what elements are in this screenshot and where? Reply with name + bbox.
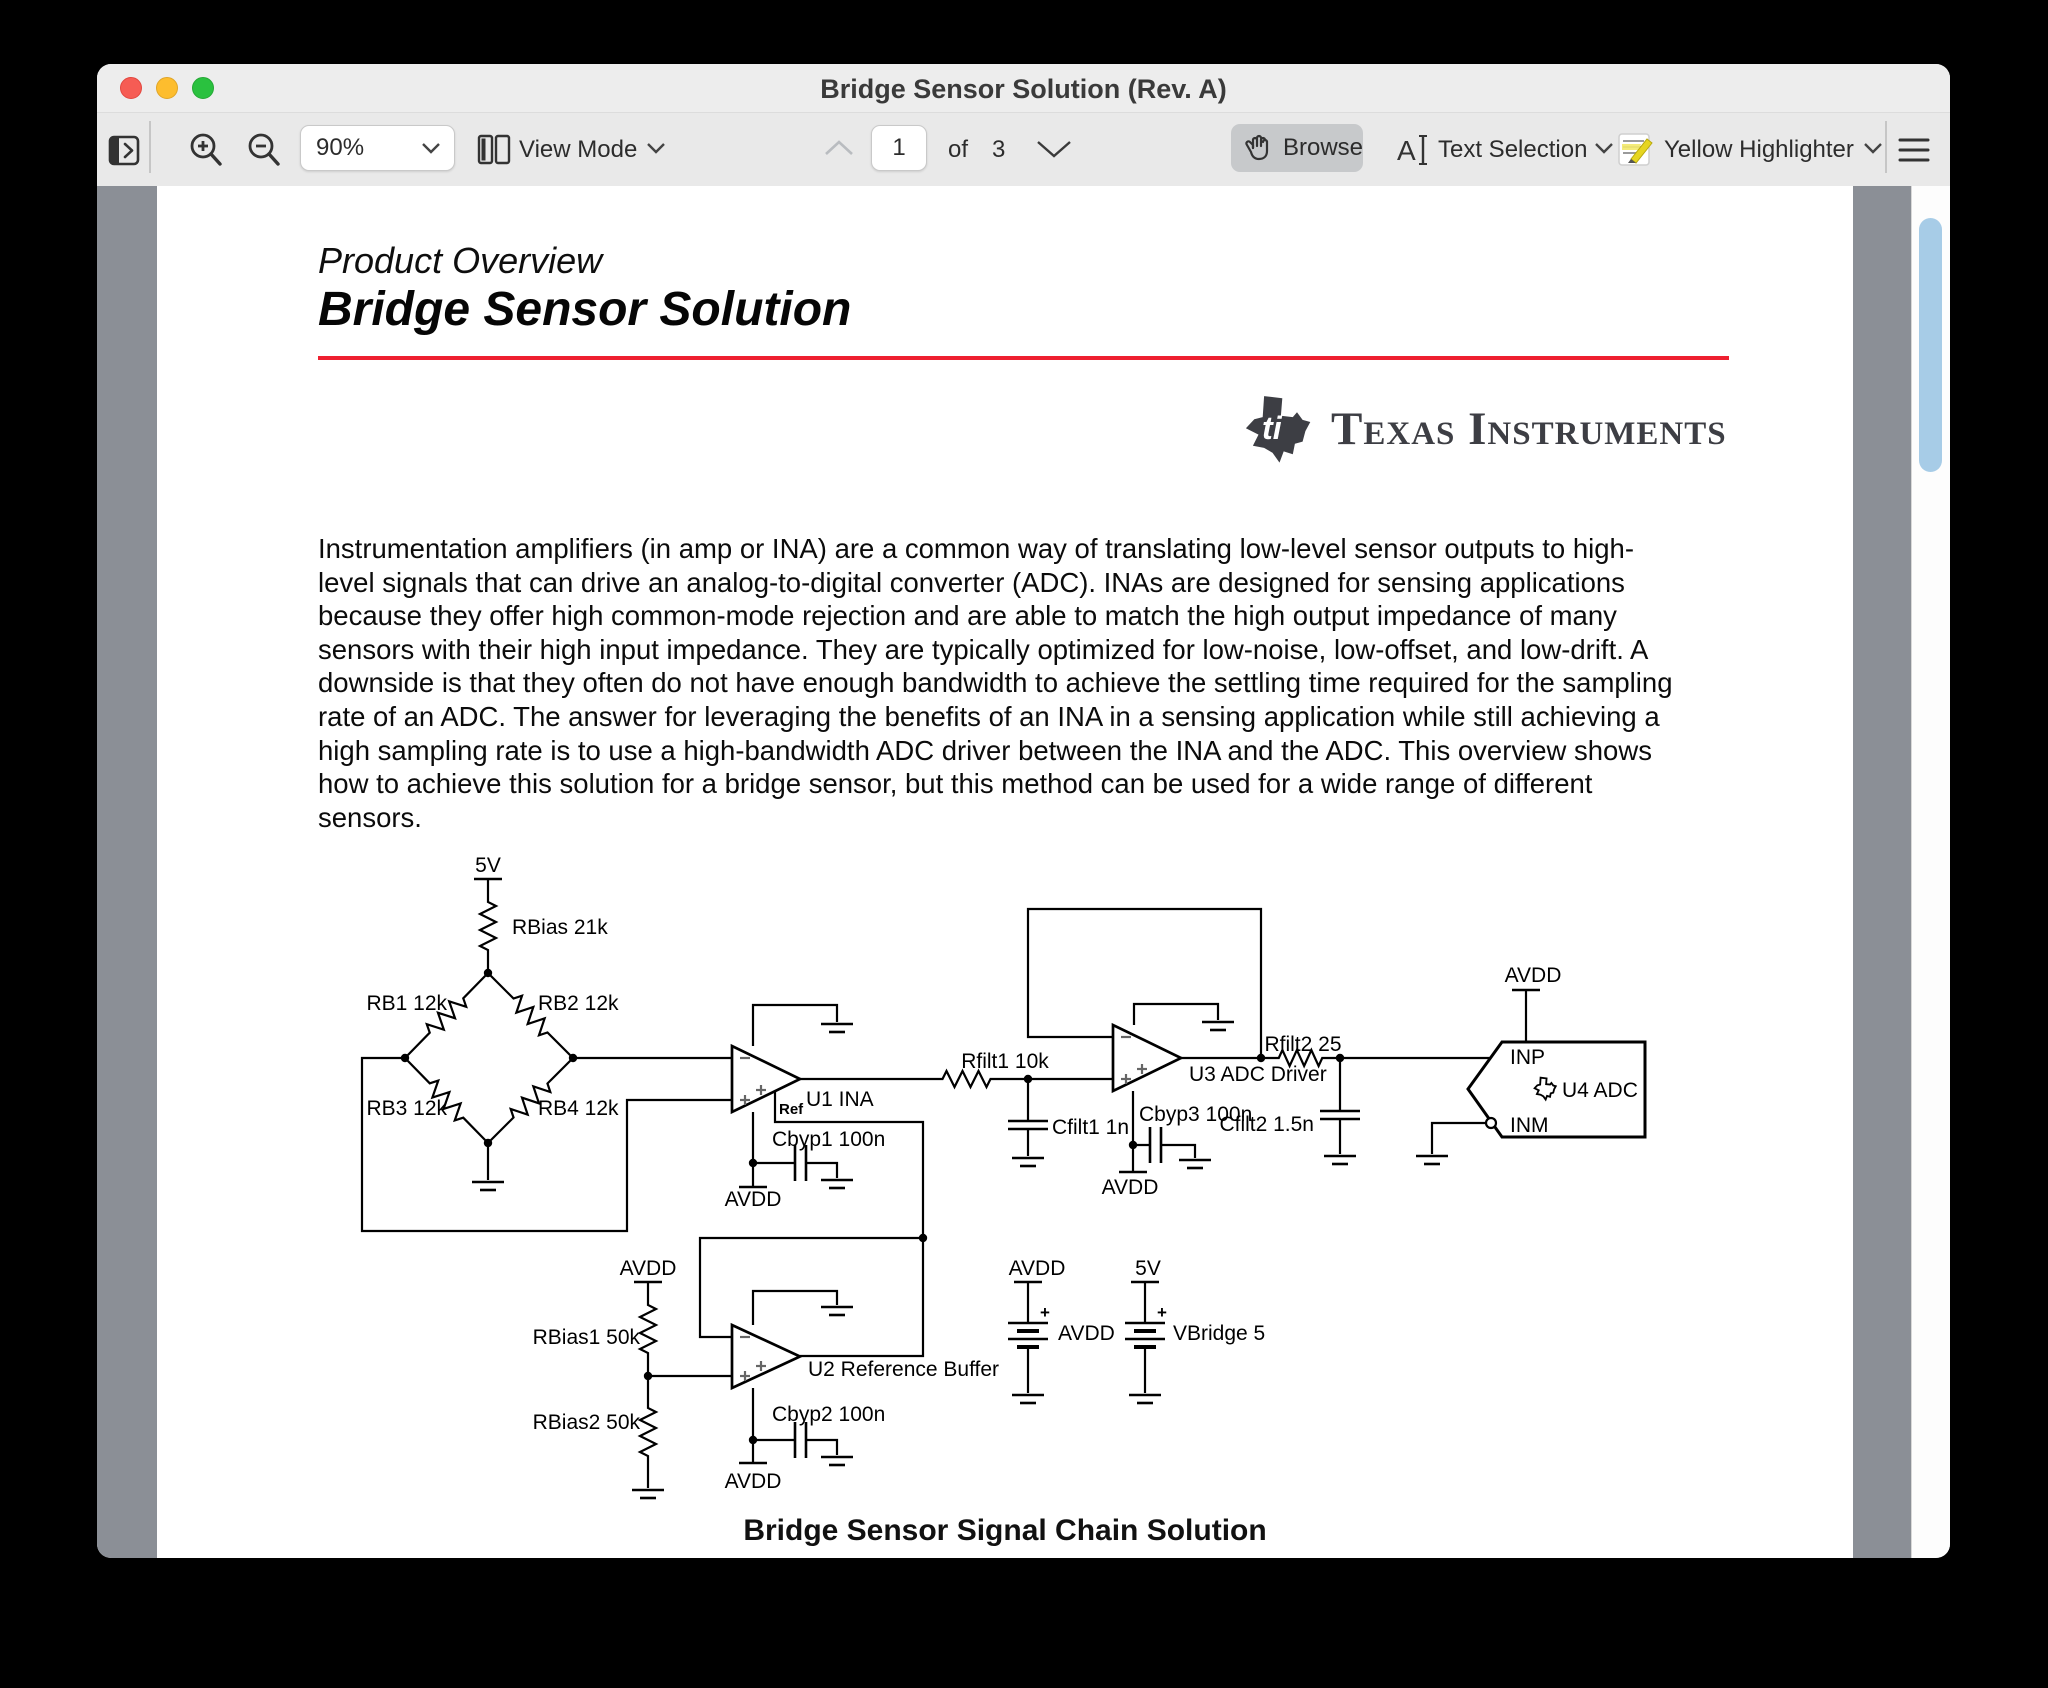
paragraph-line: level signals that can drive an analog-to-digital converter (ADC). INAs are designed for sensing applications (318, 566, 1625, 598)
svg-text:AVDD: AVDD (1101, 1176, 1159, 1199)
sidebar-icon (106, 130, 142, 170)
svg-text:INP: INP (1510, 1046, 1546, 1069)
svg-text:AVDD: AVDD (724, 1470, 782, 1493)
svg-text:RBias1 50k: RBias1 50k (532, 1326, 640, 1349)
toolbar-separator (1885, 121, 1887, 173)
scrollbar-thumb[interactable] (1919, 218, 1942, 472)
paragraph-line: how to achieve this solution for a bridge sensor, but this method can be used for a wide range of different (318, 768, 1593, 800)
view-mode-button[interactable] (475, 131, 513, 169)
svg-text:+: + (1040, 1303, 1050, 1322)
svg-text:RB3 12k: RB3 12k (366, 1097, 447, 1120)
doc-title: Bridge Sensor Solution (318, 283, 852, 336)
zoom-out-icon (245, 130, 283, 170)
ti-brand (1235, 394, 1727, 464)
view-mode-icon (476, 132, 512, 168)
zoom-level-select[interactable] (300, 125, 455, 171)
svg-text:AVDD: AVDD (1008, 1257, 1066, 1280)
svg-text:Rfilt1 10k: Rfilt1 10k (961, 1050, 1049, 1073)
svg-text:ti: ti (1262, 409, 1282, 446)
svg-text:U1 INA: U1 INA (806, 1088, 874, 1111)
paragraph-line: sensors with their high input impedance. They are typically optimized for low-noise, low-offset, and low-drift. A (318, 633, 1649, 665)
svg-text:5V: 5V (1135, 1257, 1161, 1280)
svg-text:INM: INM (1510, 1114, 1549, 1137)
svg-text:RBias 21k: RBias 21k (512, 916, 608, 939)
next-page-button[interactable] (1035, 139, 1073, 159)
svg-text:AVDD: AVDD (724, 1188, 782, 1211)
svg-text:Cfilt1 1n: Cfilt1 1n (1052, 1116, 1130, 1139)
doc-eyebrow: Product Overview (318, 240, 603, 281)
paragraph-line: downside is that they often do not have enough bandwidth to achieve the settling time required for the sampling (318, 667, 1673, 699)
title-rule (318, 356, 1729, 360)
zoom-out-button[interactable] (243, 129, 285, 171)
svg-text:+: + (1157, 1303, 1167, 1322)
browse-label: Browse (1283, 134, 1364, 161)
browse-tool-button[interactable] (1231, 124, 1363, 172)
paragraph-line: rate of an ADC. The answer for leveraging the benefits of an INA in a sensing application while still achieving a (318, 700, 1660, 732)
highlighter-label[interactable]: Yellow Highlighter (1664, 136, 1854, 163)
pdf-page (157, 186, 1853, 1558)
svg-text:Ref: Ref (779, 1101, 804, 1118)
svg-text:AVDD: AVDD (1058, 1322, 1115, 1345)
menu-button[interactable] (1895, 131, 1933, 169)
svg-text:U4 ADC: U4 ADC (1562, 1079, 1638, 1102)
toolbar-separator (149, 121, 151, 173)
svg-text:RBias2 50k: RBias2 50k (532, 1411, 640, 1434)
ti-logo-icon (1235, 394, 1317, 464)
svg-text:U3 ADC Driver: U3 ADC Driver (1189, 1063, 1327, 1086)
sidebar-toggle-button[interactable] (105, 129, 143, 171)
svg-text:VBridge 5: VBridge 5 (1173, 1322, 1266, 1345)
zoom-level-value: 90% (316, 134, 365, 161)
paragraph-line: sensors. (318, 801, 422, 833)
text-selection-icon[interactable] (1395, 131, 1431, 169)
scrollbar[interactable] (1911, 186, 1950, 1558)
hand-icon (1245, 133, 1273, 163)
window-title: Bridge Sensor Solution (Rev. A) (820, 74, 1227, 104)
svg-text:AVDD: AVDD (1504, 964, 1562, 987)
svg-text:U2 Reference Buffer: U2 Reference Buffer (808, 1358, 1000, 1381)
ti-wordmark: Texas Instruments (1331, 403, 1727, 455)
paragraph-line: Instrumentation amplifiers (in amp or INA) are a common way of translating low-level sensor outputs to high- (318, 533, 1634, 564)
page-number-input[interactable] (871, 125, 927, 171)
view-mode-chevron-icon[interactable] (645, 141, 667, 155)
page-total: 3 (992, 136, 1006, 163)
highlighter-chevron-icon[interactable] (1862, 141, 1884, 155)
text-selection-chevron-icon[interactable] (1593, 141, 1615, 155)
svg-text:5V: 5V (475, 854, 501, 877)
svg-text:Cbyp1 100n: Cbyp1 100n (772, 1128, 886, 1151)
toolbar (97, 113, 1950, 188)
svg-text:RB1 12k: RB1 12k (366, 992, 447, 1015)
title-bar (97, 64, 1950, 113)
page-of-label: of (948, 136, 969, 163)
svg-text:Rfilt2 25: Rfilt2 25 (1264, 1033, 1342, 1056)
document-view (97, 186, 1950, 1558)
svg-text:Cbyp2 100n: Cbyp2 100n (772, 1403, 886, 1426)
circuit-diagram (300, 840, 1720, 1558)
pdf-viewer-window (97, 64, 1950, 1558)
body-paragraph (318, 532, 1672, 834)
view-mode-label[interactable]: View Mode (519, 136, 638, 163)
text-selection-label[interactable]: Text Selection (1438, 136, 1588, 163)
svg-text:RB2 12k: RB2 12k (538, 992, 619, 1015)
svg-text:Cbyp3 100n: Cbyp3 100n (1139, 1103, 1253, 1126)
figure-caption: Bridge Sensor Signal Chain Solution (743, 1514, 1267, 1547)
svg-text:AVDD: AVDD (619, 1257, 677, 1280)
svg-text:A: A (1397, 135, 1416, 166)
zoom-in-icon (187, 130, 225, 170)
svg-text:RB4 12k: RB4 12k (538, 1097, 619, 1120)
paragraph-line: high sampling rate is to use a high-bandwidth ADC driver between the INA and the ADC. This overview shows (318, 734, 1652, 766)
hamburger-icon (1898, 136, 1930, 164)
chevron-down-icon (420, 141, 442, 155)
paragraph-line: because they offer high common-mode rejection and are able to match the high output impedance of many (318, 600, 1617, 632)
svg-text:Cfilt2 1.5n: Cfilt2 1.5n (1219, 1113, 1314, 1136)
highlighter-icon[interactable] (1617, 131, 1655, 169)
previous-page-button[interactable] (823, 139, 855, 157)
zoom-in-button[interactable] (185, 129, 227, 171)
